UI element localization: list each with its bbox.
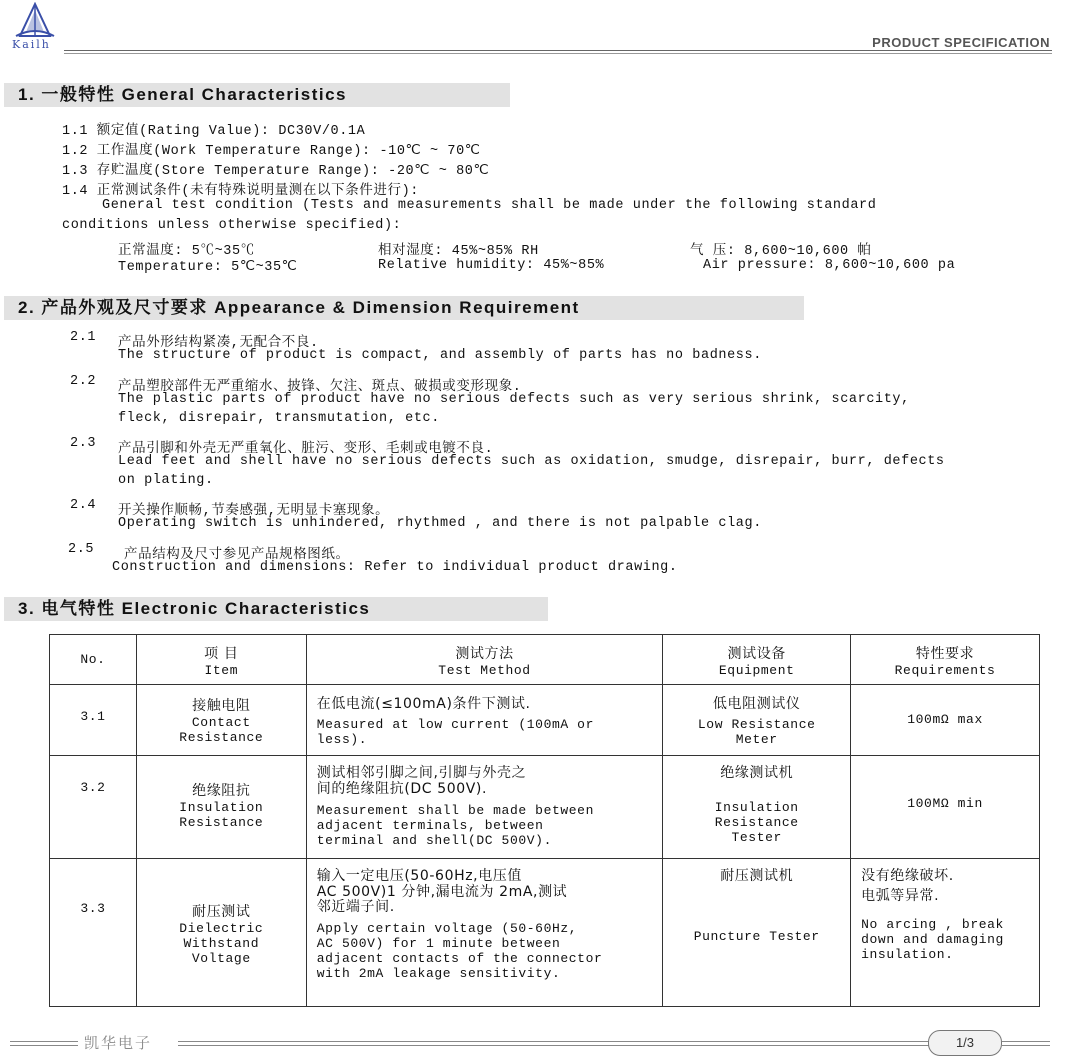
item-number: 2.4 <box>70 498 97 513</box>
footer-rule <box>10 1041 78 1042</box>
equipment-cell: 绝缘测试机 Insulation Resistance Tester <box>663 756 851 859</box>
header-test-method: 测试方法 Test Method <box>306 635 663 685</box>
footer-rule <box>178 1041 930 1042</box>
header-equipment: 测试设备 Equipment <box>663 635 851 685</box>
condition-humidity-cn: 相对湿度: 45%~85% RH <box>378 244 539 259</box>
table-row <box>50 685 1040 756</box>
method-cell: 在低电流(≤100mA)条件下测试. Measured at low current (100mA or less). <box>306 685 663 756</box>
condition-temp-cn: 正常温度: 5℃~35℃ <box>118 244 255 259</box>
requirement-cn: 产品外形结构紧凑,无配合不良. <box>118 336 319 351</box>
requirement-cell: 100mΩ max <box>851 685 1040 756</box>
item-number: 2.2 <box>70 374 97 389</box>
footer-rule <box>178 1045 930 1046</box>
condition-humidity-en: Relative humidity: 45%~85% <box>378 258 605 273</box>
spec-item-test-condition: 1.4 正常测试条件(未有特殊说明量测在以下条件进行): <box>62 184 420 199</box>
requirement-en: on plating. <box>118 473 214 488</box>
spec-item-work-temp: 1.2 工作温度(Work Temperature Range): -10℃ ~ 70℃ <box>62 144 481 159</box>
condition-pressure-en: Air pressure: 8,600~10,600 pa <box>703 258 956 273</box>
requirement-cn: 产品引脚和外壳无严重氧化、脏污、变形、毛刺或电镀不良. <box>118 442 494 457</box>
requirement-cn: 开关操作顺畅,节奏感强,无明显卡塞现象。 <box>118 504 390 519</box>
footer-rule <box>1002 1041 1050 1042</box>
equipment-cell: 低电阻测试仪 Low Resistance Meter <box>663 685 851 756</box>
requirement-en: Lead feet and shell have no serious defects such as oxidation, smudge, disrepair, burr, defects <box>118 454 945 469</box>
item-cell: 接触电阻 Contact Resistance <box>136 685 306 756</box>
row-number: 3.2 <box>50 756 137 859</box>
footer-company-name: 凯华电子 <box>84 1034 153 1052</box>
requirement-en: Construction and dimensions: Refer to individual product drawing. <box>112 560 678 575</box>
method-cell: 输入一定电压(50-60Hz,电压值 AC 500V)1 分钟,漏电流为 2mA,测试 邻近端子间. Apply certain voltage (50-60Hz, AC 500V) for 1 minute between adjacent contacts of the connector with 2mA leakage sensitivity. <box>306 859 663 1007</box>
requirement-cell: 没有绝缘破坏. 电弧等异常. No arcing , break down and damaging insulation. <box>851 859 1040 1007</box>
header-requirements: 特性要求 Requirements <box>851 635 1040 685</box>
electrical-spec-table <box>49 634 1040 1007</box>
section-heading-appearance: 2. 产品外观及尺寸要求 Appearance & Dimension Requirement <box>4 296 804 320</box>
method-cell: 测试相邻引脚之间,引脚与外壳之 间的绝缘阻抗(DC 500V). Measurement shall be made between adjacent terminals, between terminal and shell(DC 500V). <box>306 756 663 859</box>
footer-rule <box>1002 1045 1050 1046</box>
item-cell: 耐压测试 Dielectric Withstand Voltage <box>136 859 306 1007</box>
footer-rule <box>10 1045 78 1046</box>
requirement-cn: 产品结构及尺寸参见产品规格图纸。 <box>124 548 350 563</box>
test-condition-text: General test condition (Tests and measurements shall be made under the following standard <box>102 198 877 213</box>
section-heading-general: 1. 一般特性 General Characteristics <box>4 83 510 107</box>
spec-item-rating: 1.1 额定值(Rating Value): DC30V/0.1A <box>62 124 366 139</box>
table-row <box>50 756 1040 859</box>
table-header-row <box>50 635 1040 685</box>
item-number: 2.1 <box>70 330 97 345</box>
condition-pressure-cn: 气 压: 8,600~10,600 帕 <box>690 244 872 259</box>
requirement-cell: 100MΩ min <box>851 756 1040 859</box>
page-number: 1/3 <box>928 1030 1002 1056</box>
row-number: 3.1 <box>50 685 137 756</box>
requirement-en: The structure of product is compact, and assembly of parts has no badness. <box>118 348 762 363</box>
table-row <box>50 859 1040 1007</box>
requirement-en: Operating switch is unhindered, rhythmed , and there is not palpable clag. <box>118 516 762 531</box>
header-item: 项 目 Item <box>136 635 306 685</box>
section-heading-electronic: 3. 电气特性 Electronic Characteristics <box>4 597 548 621</box>
condition-temp-en: Temperature: 5℃~35℃ <box>118 260 298 275</box>
item-number: 2.3 <box>70 436 97 451</box>
requirement-cn: 产品塑胶部件无严重缩水、披锋、欠注、斑点、破损或变形现象. <box>118 380 522 395</box>
spec-item-store-temp: 1.3 存贮温度(Store Temperature Range): -20℃ ~ 80℃ <box>62 164 490 179</box>
item-number: 2.5 <box>68 542 95 557</box>
row-number: 3.3 <box>50 859 137 1007</box>
document-type-label: PRODUCT SPECIFICATION <box>872 35 1050 50</box>
header-rule <box>64 53 1052 54</box>
header-rule <box>64 50 1052 51</box>
logo-text: Kailh <box>12 38 51 51</box>
item-cell: 绝缘阻抗 Insulation Resistance <box>136 756 306 859</box>
test-condition-text: conditions unless otherwise specified): <box>62 218 402 233</box>
requirement-en: The plastic parts of product have no serious defects such as very serious shrink, scarcity, <box>118 392 910 407</box>
equipment-cell: 耐压测试机 Puncture Tester <box>663 859 851 1007</box>
requirement-en: fleck, disrepair, transmutation, etc. <box>118 411 440 426</box>
header-no: No. <box>50 635 137 685</box>
